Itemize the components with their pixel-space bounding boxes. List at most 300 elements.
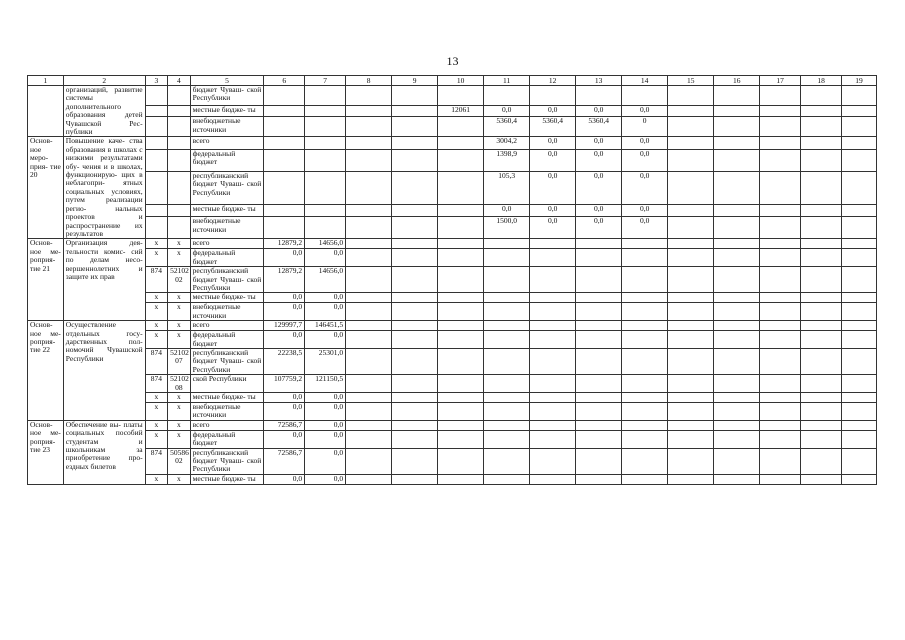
column-17-cell <box>760 172 801 205</box>
column-9-cell <box>392 172 438 205</box>
column-9-cell <box>392 137 438 149</box>
column-10-cell <box>438 239 484 249</box>
column-15-cell <box>668 430 714 448</box>
column-10-cell <box>438 375 484 393</box>
column-10-cell <box>438 474 484 484</box>
column-16-cell <box>714 393 760 403</box>
column-18-cell <box>801 106 842 117</box>
column-9-cell <box>392 403 438 421</box>
column-7-cell: 0,0 <box>305 331 346 349</box>
measure-23-row <box>28 474 877 484</box>
column-11-cell <box>484 403 530 421</box>
column-12-cell <box>530 331 576 349</box>
column-13-cell <box>576 375 622 393</box>
column-15-cell <box>668 137 714 149</box>
column-3-cell <box>145 217 168 239</box>
column-10-cell <box>438 137 484 149</box>
column-13-cell: 0,0 <box>576 172 622 205</box>
column-11-cell <box>484 293 530 303</box>
column-6-cell <box>264 217 305 239</box>
column-3-cell <box>145 117 168 137</box>
column-4-cell <box>168 172 191 205</box>
column-3-cell: 874 <box>145 375 168 393</box>
funding-source-cell: республиканский бюджет Чуваш- ской Республики <box>190 448 264 474</box>
measure-22-row <box>28 403 877 421</box>
header-cell: 2 <box>63 76 145 86</box>
column-12-cell <box>530 303 576 321</box>
header-cell: 17 <box>760 76 801 86</box>
column-18-cell <box>801 331 842 349</box>
column-17-cell <box>760 331 801 349</box>
column-9-cell <box>392 420 438 430</box>
column-18-cell <box>801 403 842 421</box>
column-14-cell <box>622 430 668 448</box>
column-6-cell: 0,0 <box>264 331 305 349</box>
header-cell: 15 <box>668 76 714 86</box>
measure-20-row <box>28 149 877 171</box>
column-8-cell <box>346 420 392 430</box>
column-14-cell <box>622 420 668 430</box>
column-14-cell <box>622 403 668 421</box>
column-17-cell <box>760 149 801 171</box>
column-8-cell <box>346 117 392 137</box>
column-10-cell <box>438 348 484 374</box>
column-12-cell <box>530 420 576 430</box>
column-4-cell: x <box>168 249 191 267</box>
measure-20-row <box>28 217 877 239</box>
column-13-cell <box>576 403 622 421</box>
column-16-cell <box>714 375 760 393</box>
column-6-cell <box>264 204 305 216</box>
column-3-cell: x <box>145 420 168 430</box>
column-6-cell: 12879,2 <box>264 239 305 249</box>
column-16-cell <box>714 267 760 293</box>
measure-name-cell <box>28 86 64 137</box>
funding-source-cell: внебюджетные источники <box>190 303 264 321</box>
header-cell: 9 <box>392 76 438 86</box>
column-15-cell <box>668 117 714 137</box>
measure-23-row <box>28 448 877 474</box>
column-6-cell: 0,0 <box>264 403 305 421</box>
column-17-cell <box>760 137 801 149</box>
column-17-cell <box>760 321 801 331</box>
column-8-cell <box>346 239 392 249</box>
column-18-cell <box>801 393 842 403</box>
column-10-cell <box>438 217 484 239</box>
column-17-cell <box>760 474 801 484</box>
column-6-cell: 129997,7 <box>264 321 305 331</box>
column-3-cell <box>145 86 168 106</box>
column-4-cell <box>168 204 191 216</box>
column-4-cell <box>168 217 191 239</box>
column-19-cell <box>842 303 877 321</box>
column-15-cell <box>668 149 714 171</box>
funding-source-cell: федеральный бюджет <box>190 249 264 267</box>
column-18-cell <box>801 448 842 474</box>
column-10-cell <box>438 321 484 331</box>
column-7-cell: 0,0 <box>305 249 346 267</box>
column-7-cell: 0,0 <box>305 420 346 430</box>
column-15-cell <box>668 348 714 374</box>
column-7-cell: 0,0 <box>305 393 346 403</box>
column-9-cell <box>392 239 438 249</box>
column-7-cell: 146451,5 <box>305 321 346 331</box>
column-9-cell <box>392 393 438 403</box>
column-15-cell <box>668 393 714 403</box>
column-19-cell <box>842 321 877 331</box>
column-17-cell <box>760 375 801 393</box>
column-9-cell <box>392 430 438 448</box>
column-7-cell: 0,0 <box>305 303 346 321</box>
column-11-cell <box>484 420 530 430</box>
column-15-cell <box>668 239 714 249</box>
column-15-cell <box>668 267 714 293</box>
column-17-cell <box>760 430 801 448</box>
column-11-cell <box>484 267 530 293</box>
measure-name-cell: Основ- ное ме- роприя- тие 21 <box>28 239 64 321</box>
column-13-cell: 5360,4 <box>576 117 622 137</box>
column-7-cell: 0,0 <box>305 448 346 474</box>
column-7-cell <box>305 204 346 216</box>
column-10-cell <box>438 403 484 421</box>
column-10-cell <box>438 420 484 430</box>
column-11-cell <box>484 430 530 448</box>
column-10-cell <box>438 393 484 403</box>
budget-table <box>27 75 877 485</box>
column-10-cell <box>438 249 484 267</box>
column-19-cell <box>842 474 877 484</box>
column-13-cell <box>576 348 622 374</box>
column-14-cell <box>622 267 668 293</box>
column-16-cell <box>714 172 760 205</box>
column-11-cell <box>484 249 530 267</box>
column-11-cell: 5360,4 <box>484 117 530 137</box>
column-10-cell <box>438 149 484 171</box>
column-6-cell: 72586,7 <box>264 420 305 430</box>
column-17-cell <box>760 249 801 267</box>
header-cell: 10 <box>438 76 484 86</box>
column-3-cell <box>145 149 168 171</box>
column-18-cell <box>801 204 842 216</box>
column-8-cell <box>346 321 392 331</box>
column-18-cell <box>801 293 842 303</box>
column-12-cell <box>530 249 576 267</box>
measure-22-row <box>28 348 877 374</box>
column-13-cell: 0,0 <box>576 217 622 239</box>
header-cell: 3 <box>145 76 168 86</box>
column-12-cell <box>530 239 576 249</box>
column-3-cell: x <box>145 403 168 421</box>
header-cell: 8 <box>346 76 392 86</box>
header-cell: 4 <box>168 76 191 86</box>
column-19-cell <box>842 239 877 249</box>
column-18-cell <box>801 117 842 137</box>
column-9-cell <box>392 293 438 303</box>
column-15-cell <box>668 331 714 349</box>
column-8-cell <box>346 249 392 267</box>
column-12-cell <box>530 474 576 484</box>
funding-source-cell: внебюджетные источники <box>190 117 264 137</box>
column-12-cell: 0,0 <box>530 137 576 149</box>
column-6-cell <box>264 137 305 149</box>
column-16-cell <box>714 403 760 421</box>
column-17-cell <box>760 348 801 374</box>
header-row <box>28 76 877 86</box>
continuation-row <box>28 106 877 117</box>
column-6-cell: 22238,5 <box>264 348 305 374</box>
column-3-cell: x <box>145 393 168 403</box>
funding-source-cell: бюджет Чуваш- ской Республики <box>190 86 264 106</box>
column-14-cell: 0 <box>622 117 668 137</box>
column-18-cell <box>801 430 842 448</box>
measure-description-cell: Осуществление отдельных госу- дарственных пол- номочий Чувашской Республики <box>63 321 145 421</box>
column-18-cell <box>801 474 842 484</box>
column-11-cell: 1398,9 <box>484 149 530 171</box>
column-6-cell: 72586,7 <box>264 448 305 474</box>
column-16-cell <box>714 117 760 137</box>
column-16-cell <box>714 293 760 303</box>
column-17-cell <box>760 420 801 430</box>
continuation-row <box>28 86 877 106</box>
column-18-cell <box>801 86 842 106</box>
column-9-cell <box>392 217 438 239</box>
column-15-cell <box>668 204 714 216</box>
column-6-cell: 0,0 <box>264 393 305 403</box>
column-4-cell: x <box>168 303 191 321</box>
column-8-cell <box>346 393 392 403</box>
column-10-cell <box>438 267 484 293</box>
column-19-cell <box>842 86 877 106</box>
column-13-cell <box>576 267 622 293</box>
column-8-cell <box>346 430 392 448</box>
column-3-cell: 874 <box>145 267 168 293</box>
column-19-cell <box>842 293 877 303</box>
column-8-cell <box>346 448 392 474</box>
header-cell: 18 <box>801 76 842 86</box>
column-10-cell <box>438 448 484 474</box>
funding-source-cell: федеральный бюджет <box>190 331 264 349</box>
column-8-cell <box>346 106 392 117</box>
funding-source-cell: местные бюдже- ты <box>190 293 264 303</box>
column-9-cell <box>392 331 438 349</box>
funding-source-cell: республиканский бюджет Чуваш- ской Республики <box>190 172 264 205</box>
measure-21-row <box>28 267 877 293</box>
column-7-cell <box>305 217 346 239</box>
column-14-cell: 0,0 <box>622 106 668 117</box>
column-9-cell <box>392 86 438 106</box>
column-4-cell <box>168 117 191 137</box>
column-9-cell <box>392 204 438 216</box>
column-18-cell <box>801 420 842 430</box>
column-17-cell <box>760 448 801 474</box>
column-9-cell <box>392 249 438 267</box>
column-11-cell <box>484 375 530 393</box>
column-8-cell <box>346 267 392 293</box>
column-10-cell <box>438 204 484 216</box>
column-19-cell <box>842 149 877 171</box>
column-19-cell <box>842 172 877 205</box>
column-10-cell <box>438 430 484 448</box>
column-17-cell <box>760 106 801 117</box>
column-14-cell <box>622 303 668 321</box>
column-14-cell <box>622 321 668 331</box>
column-18-cell <box>801 348 842 374</box>
column-7-cell <box>305 172 346 205</box>
column-18-cell <box>801 137 842 149</box>
column-18-cell <box>801 172 842 205</box>
measure-23-row <box>28 430 877 448</box>
column-4-cell: x <box>168 474 191 484</box>
column-3-cell <box>145 106 168 117</box>
column-3-cell: x <box>145 430 168 448</box>
column-16-cell <box>714 106 760 117</box>
header-cell: 6 <box>264 76 305 86</box>
column-11-cell <box>484 448 530 474</box>
funding-source-cell: республиканский бюджет Чуваш- ской Республики <box>190 348 264 374</box>
column-4-cell <box>168 149 191 171</box>
column-12-cell: 5360,4 <box>530 117 576 137</box>
measure-20-row <box>28 172 877 205</box>
column-3-cell: 874 <box>145 448 168 474</box>
column-19-cell <box>842 249 877 267</box>
column-16-cell <box>714 249 760 267</box>
column-15-cell <box>668 420 714 430</box>
column-19-cell <box>842 267 877 293</box>
column-19-cell <box>842 448 877 474</box>
funding-source-cell: местные бюдже- ты <box>190 106 264 117</box>
column-12-cell <box>530 348 576 374</box>
column-11-cell: 3004,2 <box>484 137 530 149</box>
column-16-cell <box>714 430 760 448</box>
column-15-cell <box>668 86 714 106</box>
column-14-cell <box>622 348 668 374</box>
column-18-cell <box>801 217 842 239</box>
column-4-cell: x <box>168 321 191 331</box>
column-9-cell <box>392 303 438 321</box>
measure-description-cell: Повышение каче- ства образования в школах с низкими результатами обу- чения и в школах, функционирую- щих в неблагопри- ятных социальных условиях, путем реализации регио- нальных проектов и распространение их результатов <box>63 137 145 239</box>
funding-source-cell: республиканский бюджет Чуваш- ской Республики <box>190 267 264 293</box>
column-15-cell <box>668 172 714 205</box>
column-13-cell: 0,0 <box>576 137 622 149</box>
column-4-cell <box>168 137 191 149</box>
column-14-cell: 0,0 <box>622 172 668 205</box>
column-3-cell <box>145 204 168 216</box>
column-19-cell <box>842 375 877 393</box>
column-13-cell <box>576 331 622 349</box>
column-12-cell <box>530 448 576 474</box>
column-18-cell <box>801 239 842 249</box>
column-8-cell <box>346 331 392 349</box>
column-3-cell: x <box>145 321 168 331</box>
column-7-cell: 0,0 <box>305 430 346 448</box>
funding-source-cell: местные бюдже- ты <box>190 474 264 484</box>
column-3-cell <box>145 172 168 205</box>
column-16-cell <box>714 303 760 321</box>
column-14-cell <box>622 393 668 403</box>
column-9-cell <box>392 474 438 484</box>
column-11-cell <box>484 331 530 349</box>
column-15-cell <box>668 249 714 267</box>
column-14-cell <box>622 86 668 106</box>
column-16-cell <box>714 86 760 106</box>
column-12-cell: 0,0 <box>530 172 576 205</box>
column-13-cell <box>576 474 622 484</box>
measure-description-cell: организаций, развитие системы дополнительного образования детей Чувашской Рес- публики <box>63 86 145 137</box>
column-10-cell: 12061 <box>438 106 484 117</box>
measure-21-row <box>28 239 877 249</box>
column-7-cell: 14656,0 <box>305 239 346 249</box>
column-17-cell <box>760 303 801 321</box>
column-18-cell <box>801 375 842 393</box>
column-16-cell <box>714 204 760 216</box>
column-14-cell <box>622 331 668 349</box>
header-cell: 1 <box>28 76 64 86</box>
column-4-cell: x <box>168 293 191 303</box>
column-6-cell <box>264 149 305 171</box>
column-9-cell <box>392 448 438 474</box>
column-11-cell <box>484 86 530 106</box>
column-14-cell: 0,0 <box>622 137 668 149</box>
column-7-cell: 0,0 <box>305 293 346 303</box>
column-17-cell <box>760 117 801 137</box>
column-4-cell <box>168 106 191 117</box>
column-3-cell: x <box>145 474 168 484</box>
column-8-cell <box>346 403 392 421</box>
column-7-cell <box>305 117 346 137</box>
column-7-cell: 0,0 <box>305 403 346 421</box>
column-4-cell: 52102 07 <box>168 348 191 374</box>
continuation-row <box>28 117 877 137</box>
measure-description-cell: Обеспечение вы- платы социальных пособий студентам и школьникам за приобретение про- ездных билетов <box>63 420 145 484</box>
column-10-cell <box>438 172 484 205</box>
column-18-cell <box>801 149 842 171</box>
column-10-cell <box>438 303 484 321</box>
funding-source-cell: местные бюдже- ты <box>190 393 264 403</box>
column-16-cell <box>714 239 760 249</box>
column-8-cell <box>346 348 392 374</box>
column-14-cell <box>622 448 668 474</box>
column-14-cell <box>622 249 668 267</box>
column-15-cell <box>668 321 714 331</box>
column-12-cell <box>530 86 576 106</box>
header-cell: 14 <box>622 76 668 86</box>
column-14-cell <box>622 375 668 393</box>
column-12-cell <box>530 267 576 293</box>
column-12-cell <box>530 293 576 303</box>
column-10-cell <box>438 331 484 349</box>
column-11-cell: 0,0 <box>484 204 530 216</box>
column-16-cell <box>714 420 760 430</box>
column-12-cell <box>530 430 576 448</box>
column-19-cell <box>842 331 877 349</box>
column-7-cell <box>305 149 346 171</box>
measure-21-row <box>28 293 877 303</box>
column-19-cell <box>842 106 877 117</box>
column-8-cell <box>346 172 392 205</box>
header-cell: 7 <box>305 76 346 86</box>
column-12-cell: 0,0 <box>530 149 576 171</box>
column-13-cell <box>576 448 622 474</box>
column-12-cell <box>530 375 576 393</box>
column-13-cell <box>576 249 622 267</box>
column-15-cell <box>668 106 714 117</box>
column-4-cell: 50586 02 <box>168 448 191 474</box>
funding-source-cell: всего <box>190 420 264 430</box>
column-15-cell <box>668 403 714 421</box>
column-15-cell <box>668 448 714 474</box>
column-19-cell <box>842 430 877 448</box>
column-4-cell: x <box>168 393 191 403</box>
